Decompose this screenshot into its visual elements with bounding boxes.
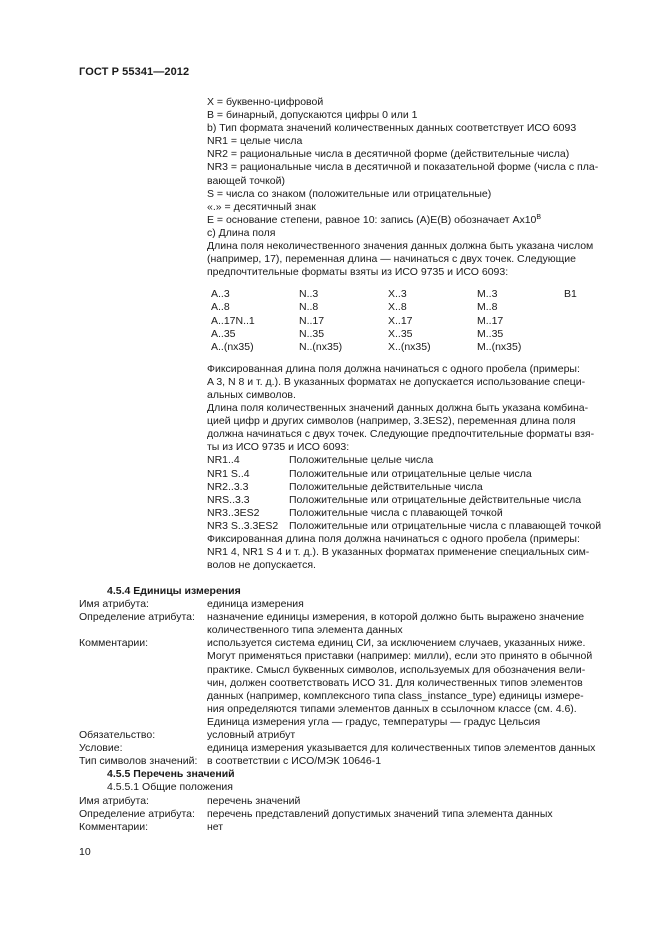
format-cell: A..8 [211, 301, 230, 314]
numeric-format-desc: Положительные целые числа [289, 454, 434, 467]
text-line: S = числа со знаком (положительные или отрицательные) [207, 187, 492, 200]
numeric-format-code: NR1 S..4 [207, 467, 250, 480]
attribute-value: данных (например, комплексного типа class_instance_type) единицы измере- [207, 689, 584, 702]
numeric-format-desc: Положительные действительные числа [289, 480, 483, 493]
format-cell: X..17 [388, 314, 413, 327]
attribute-row [79, 821, 615, 834]
format-cell: A..(nx35) [211, 340, 254, 353]
attribute-value: Единица измерения угла — градус, температуры — градус Цельсия [207, 715, 541, 728]
text-line: b) Тип формата значений количественных данных соответствует ИСО 6093 [207, 122, 577, 135]
numeric-format-row [207, 481, 614, 494]
numeric-format-code: NR2..3.3 [207, 480, 249, 493]
numeric-format-desc: Положительные числа с плавающей точкой [289, 506, 503, 519]
numeric-format-row [207, 468, 614, 481]
attribute-row [79, 650, 615, 663]
attribute-sections [79, 585, 615, 834]
text-line: Длина поля неколичественного значения данных должна быть указана числом [207, 240, 594, 253]
numeric-format-code: NRS..3.3 [207, 493, 250, 506]
attribute-value: перечень значений [207, 794, 301, 807]
text-line: A 3, N 8 и т. д.). В указанных форматах не допускается использование специ- [207, 375, 586, 388]
numeric-format-desc: Положительные или отрицательные действительные числа [289, 493, 582, 506]
attribute-value: единица измерения [207, 598, 304, 611]
attribute-row [79, 716, 615, 729]
numeric-format-code: NR3 S..3.3ES2 [207, 519, 279, 532]
format-cell: M..35 [477, 327, 504, 340]
format-cell: N..3 [299, 288, 319, 301]
attribute-row [79, 637, 615, 650]
attribute-value: единица измерения указывается для количественных типов элементов данных [207, 742, 596, 755]
format-cell: A..35 [211, 327, 236, 340]
format-cell: M..8 [477, 301, 498, 314]
text-line: альных символов. [207, 388, 296, 401]
text-line: NR1 = целые числа [207, 135, 303, 148]
attribute-value: Могут применяться приставки (например: милли), если это принято в обычной [207, 650, 593, 663]
format-cell: B1 [564, 288, 577, 301]
numeric-format-code: NR3..3ES2 [207, 506, 260, 519]
attribute-row [79, 729, 615, 742]
numeric-format-row [207, 507, 614, 520]
attribute-value: перечень представлений допустимых значений типа элемента данных [207, 807, 553, 820]
attribute-label: Имя атрибута: [79, 598, 149, 611]
attribute-label: Определение атрибута: [79, 807, 195, 820]
text-line: ты из ИСО 9735 и ИСО 6093: [207, 441, 350, 454]
attribute-row [79, 795, 615, 808]
format-cell: A..3 [211, 288, 230, 301]
subsection-title-4551: 4.5.5.1 Общие положения [107, 781, 233, 794]
section-title-454: 4.5.4 Единицы измерения [107, 585, 241, 597]
text-line [207, 214, 614, 227]
format-cell: M..17 [477, 314, 504, 327]
numeric-format-row [207, 454, 614, 467]
attribute-label: Комментарии: [79, 820, 149, 833]
attribute-row [79, 755, 615, 768]
attribute-value: нет [207, 820, 224, 833]
attribute-row [79, 808, 615, 821]
attribute-label: Определение атрибута: [79, 611, 195, 624]
attribute-value: чин, должен соответствовать ИСО 31. Для количественных типов элементов [207, 676, 583, 689]
attribute-value: в соответствии с ИСО/МЭК 10646-1 [207, 755, 382, 768]
page-number: 10 [79, 846, 91, 858]
attribute-value: количественного типа элемента данных [207, 624, 403, 637]
format-row [211, 341, 614, 354]
exponent-text: Е = основание степени, равное 10: запись (А)Е(В) обозначает Ах10 [207, 213, 537, 226]
numeric-format-desc: Положительные или отрицательные целые числа [289, 467, 532, 480]
attribute-value: назначение единицы измерения, в которой должно быть выражено значение [207, 611, 585, 624]
format-cell: N..(nx35) [299, 340, 343, 353]
attribute-label: Комментарии: [79, 637, 149, 650]
format-row [211, 301, 614, 314]
format-cell: X..(nx35) [388, 340, 431, 353]
exponent-superscript: В [536, 213, 542, 221]
attribute-label: Условие: [79, 742, 123, 755]
attribute-row [79, 624, 615, 637]
format-cell: M..3 [477, 288, 498, 301]
text-line: В = бинарный, допускаются цифры 0 или 1 [207, 109, 418, 122]
section-title-455: 4.5.5 Перечень значений [107, 768, 235, 781]
format-cell: A..17N..1 [211, 314, 255, 327]
text-line: (например, 17), переменная длина — начинаться с двух точек. Следующие [207, 253, 576, 266]
format-table [207, 288, 614, 353]
text-line: NR1 4, NR1 S 4 и т. д.). В указанных форматах применение специальных сим- [207, 546, 590, 559]
format-cell: X..8 [388, 301, 407, 314]
text-line: волов не допускается. [207, 559, 316, 572]
attribute-row [79, 742, 615, 755]
numeric-format-list [207, 454, 614, 533]
format-cell: M..(nx35) [477, 340, 522, 353]
format-cell: N..8 [299, 301, 319, 314]
format-description [207, 96, 614, 572]
format-cell: N..35 [299, 327, 325, 340]
format-row [211, 315, 614, 328]
numeric-format-row [207, 520, 614, 533]
text-line: Длина поля количественных значений данных должна быть указана комбина- [207, 402, 589, 415]
numeric-format-row [207, 494, 614, 507]
attribute-row [79, 664, 615, 677]
format-cell: N..17 [299, 314, 325, 327]
attribute-row [79, 598, 615, 611]
format-cell: X..3 [388, 288, 407, 301]
attribute-label: Имя атрибута: [79, 794, 149, 807]
format-row [211, 288, 614, 301]
text-line: предпочтительные форматы взяты из ИСО 9735 и ИСО 6093: [207, 266, 509, 279]
attribute-label: Обязательство: [79, 729, 156, 742]
format-cell: X..35 [388, 327, 413, 340]
numeric-format-desc: Положительные или отрицательные числа с плавающей точкой [289, 519, 602, 532]
attribute-row [79, 690, 615, 703]
attribute-label: Тип символов значений: [79, 755, 198, 768]
attribute-value: используется система единиц СИ, за исключением случаев, указанных ниже. [207, 637, 586, 650]
numeric-format-code: NR1..4 [207, 454, 240, 467]
text-line: NR2 = рациональные числа в десятичной форме (действительные числа) [207, 148, 570, 161]
attribute-row [79, 677, 615, 690]
attribute-value: ния определяются типами элементов данных в ссылочном классе (см. 4.6). [207, 702, 577, 715]
text-line: цией цифр и других символов (например, 3.3ES2), переменная длина поля [207, 415, 576, 428]
text-line: Фиксированная длина поля должна начинаться с одного пробела (примеры: [207, 533, 580, 545]
text-line: Фиксированная длина поля должна начинаться с одного пробела (примеры: [207, 362, 580, 375]
attribute-row [79, 611, 615, 624]
format-row [211, 328, 614, 341]
text-line: NR3 = рациональные числа в десятичной и показательной форме (числа с пла- [207, 161, 599, 174]
text-line: «.» = десятичный знак [207, 200, 316, 213]
document-header: ГОСТ Р 55341—2012 [79, 66, 190, 78]
text-line: должна начинаться с двух точек. Следующие предпочтительные форматы взя- [207, 428, 595, 441]
attribute-value: условный атрибут [207, 729, 296, 742]
attribute-value: практике. Смысл буквенных символов, используемых для обозначения вели- [207, 663, 586, 676]
text-line: X = буквенно-цифровой [207, 96, 324, 108]
text-line: вающей точкой) [207, 174, 286, 187]
text-line: c) Длина поля [207, 226, 276, 239]
attribute-row [79, 703, 615, 716]
